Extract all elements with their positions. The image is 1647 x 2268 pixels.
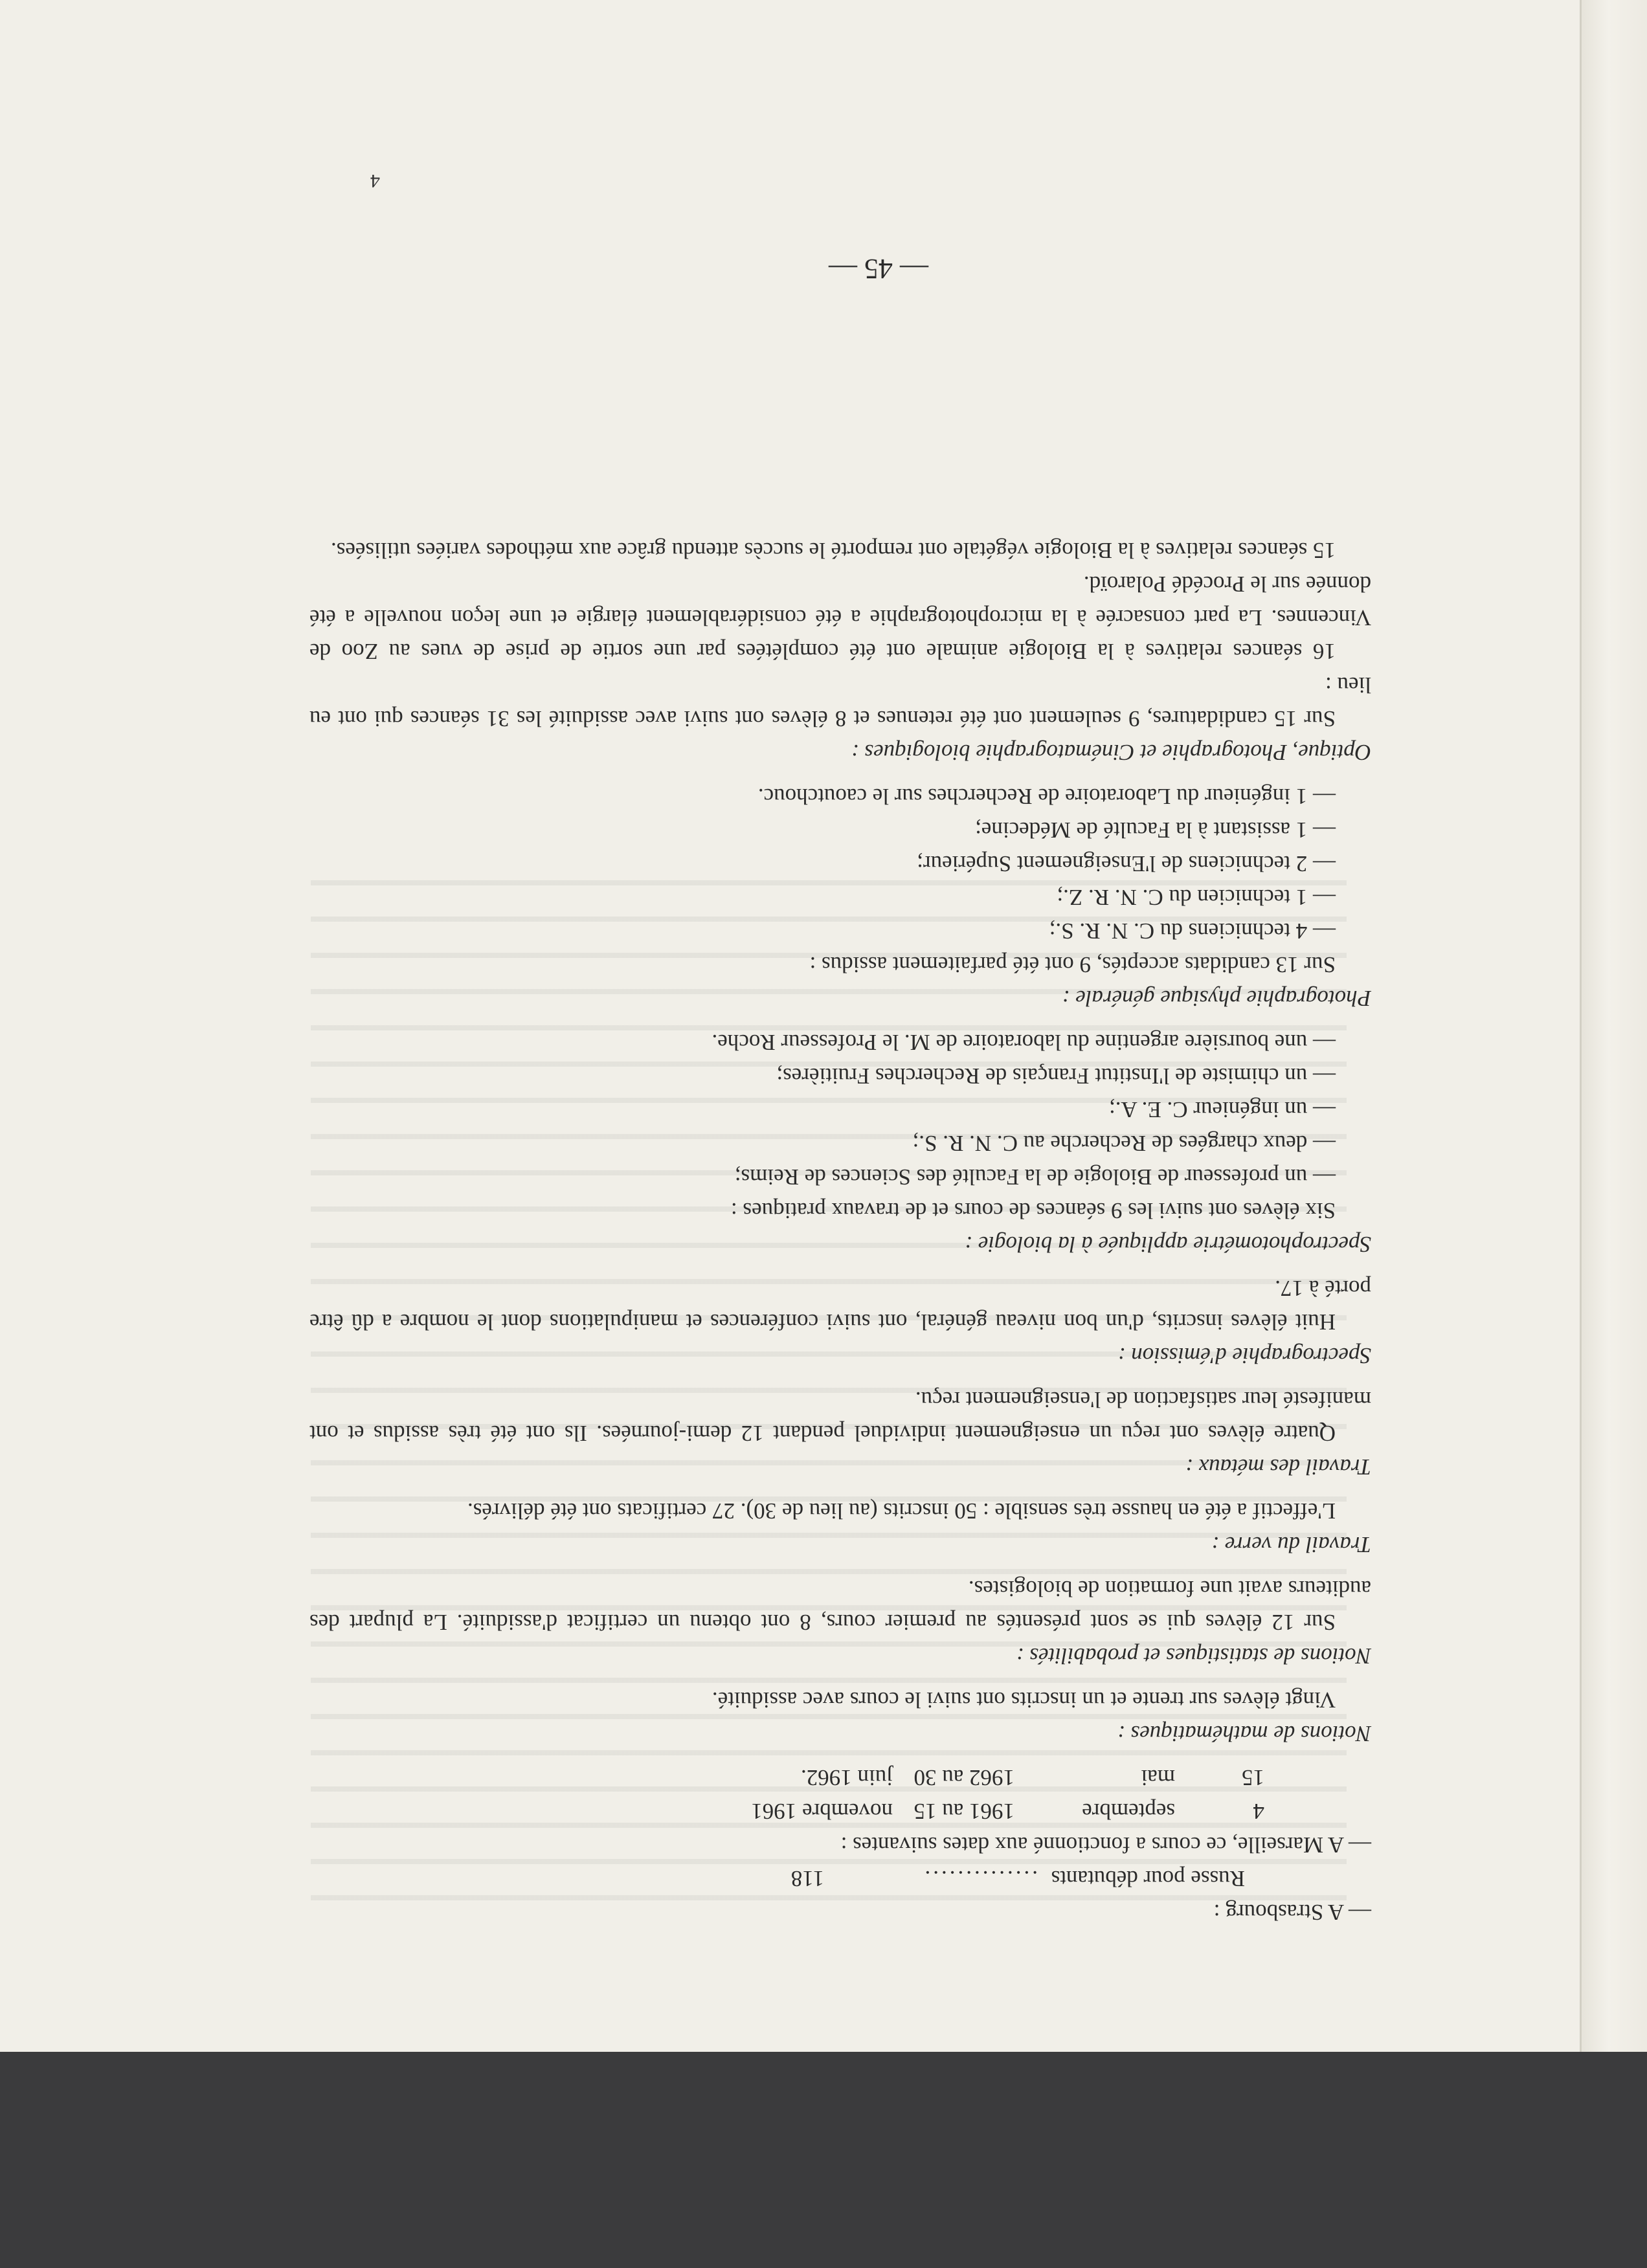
date-cell: 1961 au 15	[913, 1799, 1014, 1824]
date-cell: novembre 1961	[751, 1799, 893, 1824]
section-heading: Travail des métaux :	[1185, 1454, 1371, 1480]
paragraph: 15 séances relatives à la Biologie végétale ont remporté le succès attendu grâce aux méthodes variées utilisées.	[330, 538, 1336, 563]
paragraph: Vingt élèves sur trente et un inscrits ont suivi le cours avec assiduité.	[711, 1687, 1336, 1713]
russe-row	[309, 1862, 1371, 1895]
paragraph: Sur 15 candidatures, 9 seulement ont été retenues et 8 élèves ont suivi avec assiduité les 31 séances qui ont eu lieu :	[309, 673, 1371, 731]
date-cell: mai	[1141, 1765, 1175, 1790]
marseille-intro: — A Marseille, ce cours a fonctionné aux dates suivantes :	[840, 1832, 1371, 1858]
upside-down-page-text	[309, 104, 1371, 1929]
paragraph: Sur 12 élèves qui se sont présentés au premier cours, 8 ont obtenu un certificat d'assiduité. La plupart des auditeurs avait une formation de biologistes.	[309, 1576, 1371, 1635]
paragraph: 16 séances relatives à la Biologie animale ont été complétées par une sortie de prise de vues au Zoo de Vincennes. La part consacrée à la microphotographie a été considérablement élargie et une leçon nouvelle a été donnée sur le Procédé Polaroïd.	[309, 572, 1371, 664]
paragraph: L'effectif a été en hausse très sensible : 50 inscrits (au lieu de 30). 27 certificats ont été délivrés.	[467, 1498, 1336, 1524]
list-item: — deux chargées de Recherche au C. N. R. S.;	[912, 1131, 1336, 1156]
paragraph: Quatre élèves ont reçu un enseignement individuel pendant 12 demi-journées. Ils ont été très assidus et ont manifesté leur satisfaction de l'enseignement reçu.	[309, 1387, 1371, 1446]
date-cell: septembre	[1082, 1799, 1175, 1824]
list-item: — 1 assistant à la Faculté de Médecine;	[975, 817, 1336, 843]
section-heading: Travail du verre :	[1211, 1532, 1371, 1557]
list-item: — 1 technicien du C. N. R. Z.;	[1057, 885, 1336, 910]
section-heading: Spectrophotométrie appliquée à la biologie :	[965, 1232, 1371, 1257]
paper-edge	[1580, 0, 1647, 2052]
date-cell: 1962 au 30	[913, 1765, 1014, 1790]
paragraph: Sur 13 candidats acceptés, 9 ont été parfaitement assidus :	[809, 952, 1336, 977]
list-item: — 4 techniciens du C. N. R. S.;	[1049, 918, 1336, 944]
corner-mark: 4	[370, 170, 380, 192]
list-item: — un professeur de Biologie de la Faculté des Sciences de Reims;	[734, 1164, 1336, 1190]
page-number: — 45 —	[829, 253, 928, 285]
russe-value: 118	[790, 1866, 824, 1891]
paragraph: Six élèves ont suivi les 9 séances de cours et de travaux pratiques :	[730, 1198, 1336, 1223]
list-item: — une boursière argentine du laboratoire de M. le Professeur Roche.	[711, 1030, 1336, 1055]
russe-label: Russe pour débutants	[1051, 1866, 1245, 1891]
date-cell: 4	[1253, 1799, 1264, 1824]
section-heading: Notions de statistiques et probabilités :	[1016, 1643, 1371, 1669]
section-heading: Notions de mathématiques :	[1117, 1721, 1371, 1746]
date-cell: 15	[1242, 1765, 1264, 1790]
section-heading: Optique, Photographie et Cinématographie biologiques :	[851, 740, 1371, 765]
paragraph: Huit élèves inscrits, d'un bon niveau général, ont suivi conférences et manipulations dont le nombre a dû être porté à 17.	[309, 1276, 1371, 1335]
strasbourg-heading: — A Strasbourg :	[1213, 1900, 1371, 1925]
list-item: — 1 ingénieur du Laboratoire de Recherches sur le caoutchouc.	[757, 784, 1336, 809]
list-item: — un ingénieur C. E. A.;	[1109, 1097, 1336, 1122]
section-heading: Photographie physique générale :	[1062, 986, 1371, 1011]
list-item: — 2 techniciens de l'Enseignement Supérieur;	[917, 851, 1336, 876]
russe-dots: ..............	[922, 1866, 1038, 1891]
date-cell: juin 1962.	[801, 1765, 893, 1790]
section-heading: Spectrographie d'émission :	[1117, 1343, 1371, 1368]
dates-table	[309, 1761, 1371, 1828]
list-item: — un chimiste de l'Institut Français de Recherches Fruitières;	[776, 1063, 1336, 1089]
